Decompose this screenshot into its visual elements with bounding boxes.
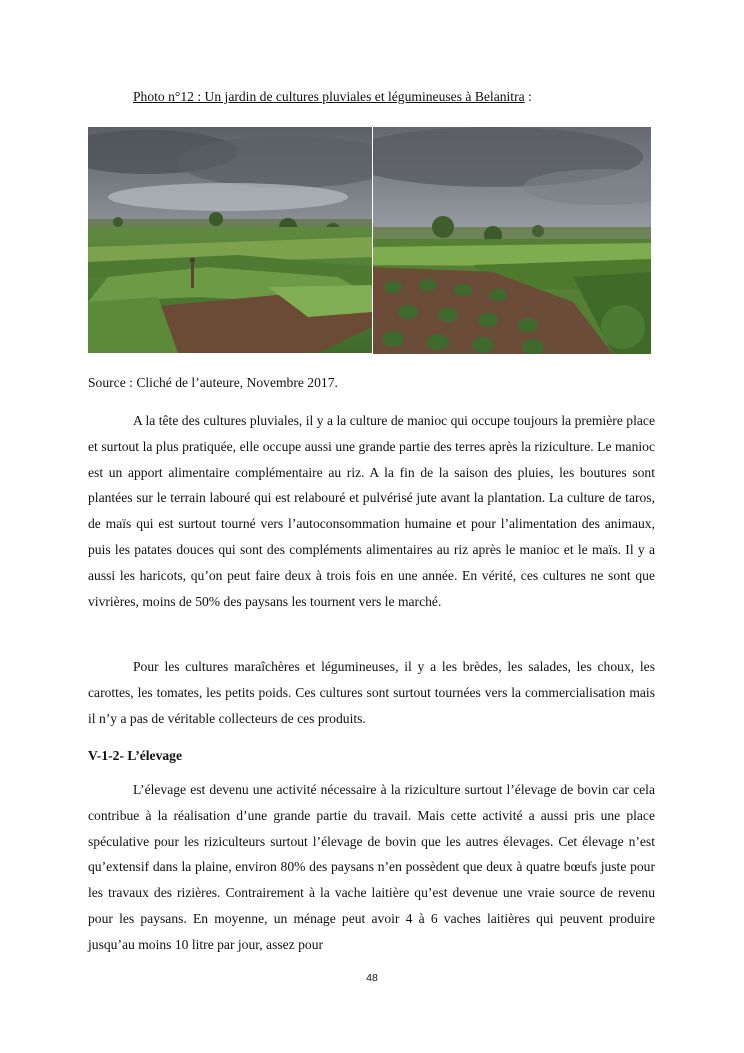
paragraph-cultures-pluviales: A la tête des cultures pluviales, il y a la culture de manioc qui occupe toujours la première place et surtout la plus pratiquée, elle occupe aussi une grande partie des terres après la riziculture. Le manioc est un apport alimentaire complémentaire au riz. A la fin de la saison des pluies, les boutures sont plantées sur le terrain labouré qui est relabouré et pulvérisé jute avant la plantation. La culture de taros, de maïs qui est surtout tourné vers l’autoconsommation humaine et pour l’alimentation des animaux, puis les patates douces qui sont des compléments alimentaires au riz après le manioc et le maïs. Il y a aussi les haricots, qu’on peut faire deux à trois fois en une année. En vérité, ces cultures ne sont que vivrières, moins de 50% des paysans les tournent vers le marché. — [88, 413, 655, 609]
photo-caption-suffix: : — [524, 89, 532, 104]
photo-caption-title: Photo n°12 : Un jardin de cultures pluviales et légumineuses à Belanitra — [133, 89, 525, 104]
section-heading-elevage: V-1-2- L’élevage — [88, 748, 182, 763]
page-number: 48 — [366, 972, 378, 984]
paragraph-cultures-maraicheres: Pour les cultures maraîchères et légumineuses, il y a les brèdes, les salades, les choux, les carottes, les tomates, les petits poids. Ces cultures sont surtout tournées vers la commercialisation mais il n’y a pas de véritable collecteurs de ces produits. — [88, 659, 655, 726]
photo-left — [88, 127, 372, 353]
photo-right — [373, 127, 651, 354]
photo-caption — [133, 88, 532, 106]
photo-source: Source : Cliché de l’auteure, Novembre 2017. — [88, 375, 338, 390]
paragraph-elevage: L’élevage est devenu une activité nécessaire à la riziculture surtout l’élevage de bovin car cela contribue à la réalisation d’une grande partie du travail. Mais cette activité a aussi pris une place spéculative pour les riziculteurs surtout l’élevage de bovin que les autres élevages. Cet élevage n’est qu’extensif dans la plaine, environ 80% des paysans n’en possèdent que deux à quatre bœufs juste pour les travaux des rizières. Contrairement à la vache laitière qu’est devenue une vraie source de revenu pour les paysans. En moyenne, un ménage peut avoir 4 à 6 vaches laitières qui peuvent produire jusqu’au moins 10 litre par jour, assez pour — [88, 782, 655, 952]
